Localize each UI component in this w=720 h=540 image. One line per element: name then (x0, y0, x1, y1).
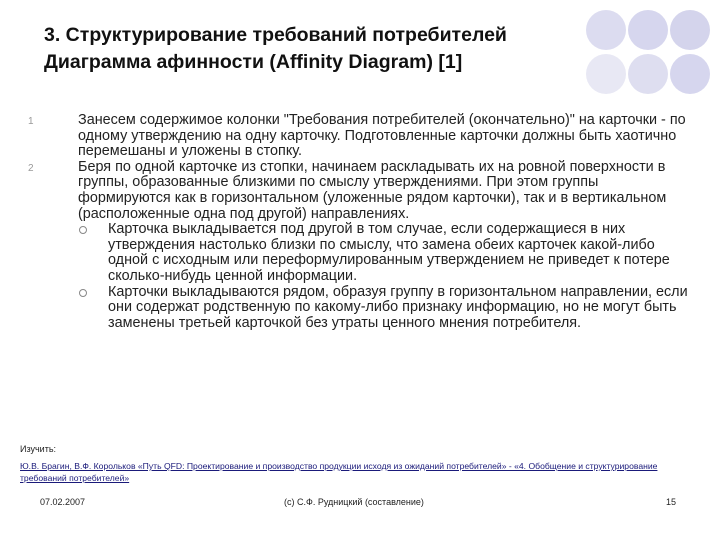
sub-item-2 (28, 285, 688, 332)
circle-bullet-icon (79, 289, 87, 297)
item-number: 1 (28, 116, 34, 127)
decor-circle (670, 10, 710, 50)
references-heading: Изучить: (20, 444, 57, 454)
list-item-2 (28, 160, 688, 222)
footer-author: (c) С.Ф. Рудницкий (составление) (284, 497, 424, 507)
decor-circle (670, 54, 710, 94)
reference-link[interactable]: Ю.В. Брагин, В.Ф. Корольков «Путь QFD: Проектирование и производство продукции исходя из ожиданий потребителей» - «4. Обобщение и структурирование требований потребителей» (20, 461, 658, 483)
sub-item-1 (28, 222, 688, 284)
item-text: Беря по одной карточке из стопки, начинаем раскладывать их на ровной поверхности в группы, образованные близкими по смыслу утверждениями. При этом группы формируются как в горизонтальном (уложенные рядом карточки), так и в вертикальном (расположенные одна под другой) направлениях. (78, 158, 667, 222)
circle-bullet-icon (79, 226, 87, 234)
item-text: Занесем содержимое колонки "Требования потребителей (окончательно)" на карточки - по одному утверждению на одну карточку. Подготовленные карточки должны быть хаотично перемешаны и уложены в стопку. (78, 112, 686, 160)
slide-title (44, 22, 644, 76)
item-number: 2 (28, 162, 34, 174)
sub-item-text: Карточки выкладываются рядом, образуя группу в горизонтальном направлении, если они содержат родственную по какому-либо признаку информацию, но не могут быть заменены третьей карточкой без утраты ценного мнения потребителя. (108, 283, 688, 331)
sub-item-text: Карточка выкладывается под другой в том случае, если содержащиеся в них утверждения настолько близки по смыслу, что замена обеих карточек какой-либо одной с исходным или переформулированным утверждением не приведет к потере сколько-нибудь ценной информации. (108, 221, 670, 284)
footer-date: 07.02.2007 (40, 497, 86, 507)
page-number: 15 (666, 497, 677, 507)
slide-content (28, 113, 688, 331)
list-item-1 (28, 113, 688, 160)
title-line-2: Диаграмма афинности (Affinity Diagram) [1] (44, 51, 463, 73)
title-line-1: 3. Структурирование требований потребителей (44, 24, 507, 46)
